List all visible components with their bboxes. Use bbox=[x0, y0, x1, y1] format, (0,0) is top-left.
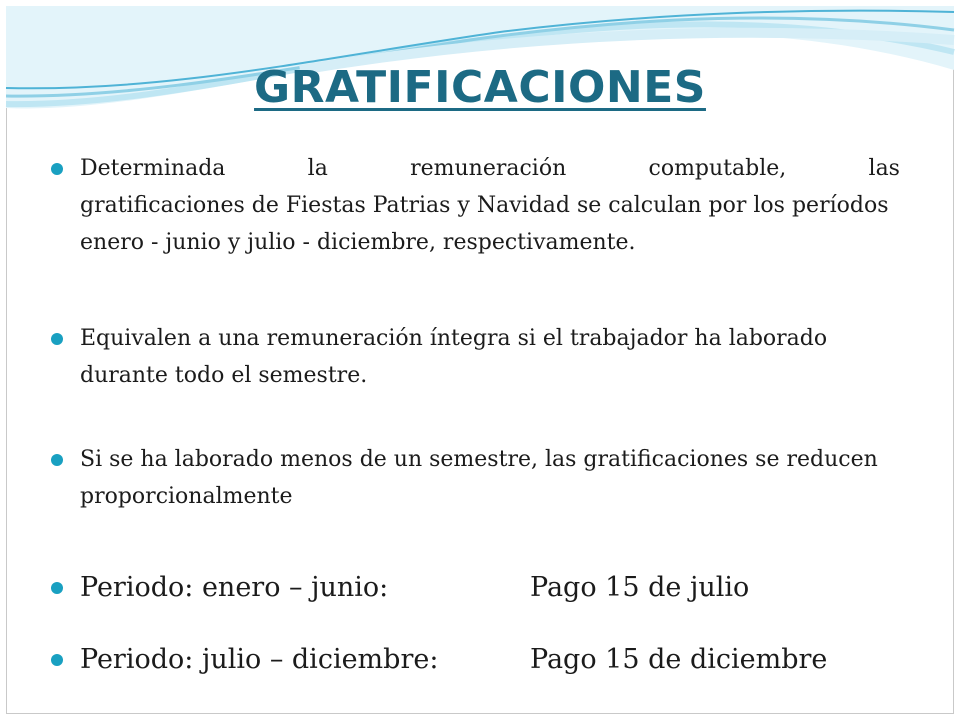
period-value: Pago 15 de julio bbox=[530, 572, 750, 603]
bullet-text-1 bbox=[80, 150, 900, 261]
bullet-item-1 bbox=[80, 150, 900, 261]
slide-title-text: GRATIFICACIONES bbox=[254, 62, 706, 113]
period-value: Pago 15 de diciembre bbox=[530, 644, 828, 675]
word: las bbox=[868, 156, 900, 181]
bullet-dot bbox=[51, 454, 63, 466]
word: computable, bbox=[648, 156, 787, 181]
bullet-item-3 bbox=[80, 441, 900, 515]
bullet-text-1-rest: gratificaciones de Fiestas Patrias y Navidad se calculan por los períodos enero - junio y julio - diciembre, respectivamente. bbox=[80, 193, 889, 255]
bullet-text-2: Equivalen a una remuneración íntegra si el trabajador ha laborado durante todo el semestre. bbox=[80, 326, 828, 388]
bullet-text-3: Si se ha laborado menos de un semestre, las gratificaciones se reducen proporcionalmente bbox=[80, 447, 878, 509]
period-label: Periodo: julio – diciembre: bbox=[80, 644, 439, 675]
bullet-item-2 bbox=[80, 320, 900, 394]
bullet-text-1-first-line bbox=[80, 150, 900, 187]
word: Determinada bbox=[80, 156, 226, 181]
bullet-dot bbox=[51, 654, 63, 666]
word: remuneración bbox=[410, 156, 567, 181]
bullet-dot bbox=[51, 163, 63, 175]
period-label: Periodo: enero – junio: bbox=[80, 572, 389, 603]
period-line-2 bbox=[80, 641, 900, 679]
period-line-1 bbox=[80, 569, 900, 607]
period-row-1 bbox=[80, 569, 900, 607]
bullet-dot bbox=[51, 582, 63, 594]
word: la bbox=[307, 156, 328, 181]
bullet-dot bbox=[51, 333, 63, 345]
period-row-2 bbox=[80, 641, 900, 679]
